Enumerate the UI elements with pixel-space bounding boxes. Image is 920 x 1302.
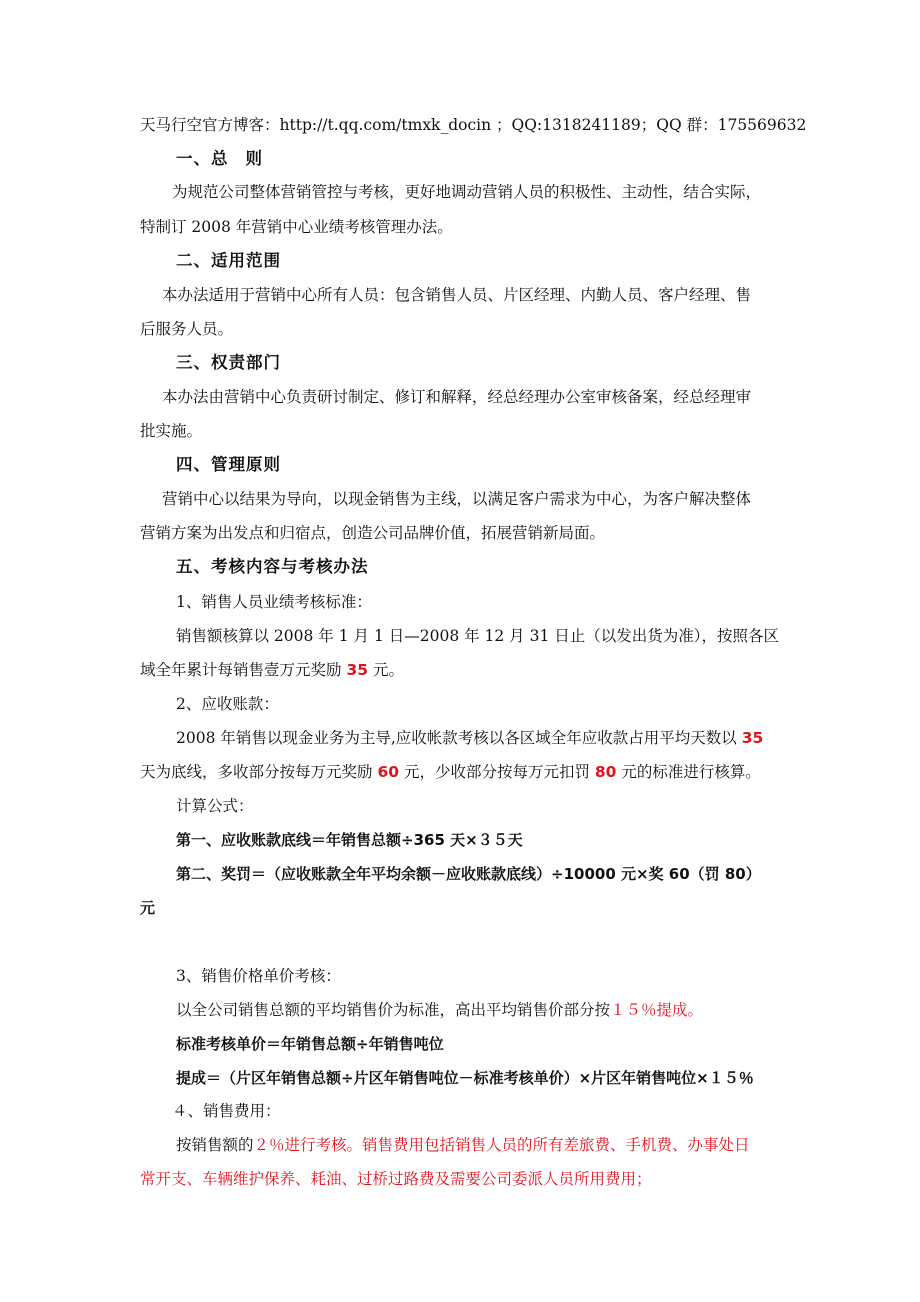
item-4-line-1	[176, 1135, 750, 1155]
item-1-line-1: 销售额核算以 2008 年 1 月 1 日—2008 年 12 月 31 日止（以发出货为准），按照各区	[176, 627, 780, 645]
item-1-line-2	[140, 660, 404, 680]
section-4-paragraph-line-1: 营销中心以结果为导向，以现金销售为主线，以满足客户需求为中心，为客户解决整体	[162, 490, 752, 508]
item-2-penalty-amount: 80	[594, 763, 617, 781]
formula-2-line-1: 第二、奖罚＝（应收账款全年平均余额－应收账款底线）÷10000 元×奖 60（罚 80）	[176, 865, 761, 883]
section-5-heading: 五、考核内容与考核办法	[176, 557, 369, 576]
section-3-paragraph-line-1: 本办法由营销中心负责研讨制定、修订和解释，经总经理办公室审核备案，经总经理审	[162, 388, 752, 406]
section-3-heading: 三、权责部门	[176, 353, 281, 372]
section-4-paragraph-line-2: 营销方案为出发点和归宿点，创造公司品牌价值，拓展营销新局面。	[140, 524, 606, 542]
section-1-heading-number: 一、	[176, 149, 211, 168]
item-3-commission-rate: １５％提成。	[610, 1001, 704, 1019]
formula-label: 计算公式：	[176, 797, 254, 815]
section-1-heading-word-b: 则	[245, 149, 263, 168]
item-2-reward-amount: 60	[377, 763, 400, 781]
item-3-line-1-text: 以全公司销售总额的平均销售价为标准，高出平均销售价部分按	[176, 1001, 611, 1019]
section-2-heading: 二、适用范围	[176, 251, 281, 270]
item-4-line-1-text: 按销售额的	[176, 1136, 254, 1154]
blog-header-line: 天马行空官方博客：http://t.qq.com/tmxk_docin ；QQ:1318241189；QQ 群：175569632	[140, 116, 807, 134]
item-2-line-1	[176, 728, 763, 748]
section-2-paragraph-line-1: 本办法适用于营销中心所有人员：包含销售人员、片区经理、内勤人员、客户经理、售	[162, 286, 752, 304]
item-2-days-baseline: 35	[741, 729, 764, 747]
item-2-line-2-text-a: 天为底线，多收部分按每万元奖励	[140, 763, 378, 781]
formula-1: 第一、应收账款底线＝年销售总额÷365 天×３５天	[176, 831, 523, 849]
item-3-formula-2: 提成＝（片区年销售总额÷片区年销售吨位－标准考核单价）×片区年销售吨位×１５％	[176, 1069, 754, 1087]
formula-2-line-2: 元	[140, 899, 156, 917]
item-2-line-1-text: 2008 年销售以现金业务为主导,应收帐款考核以各区域全年应收款占用平均天数以	[176, 729, 742, 747]
section-2-paragraph-line-2: 后服务人员。	[140, 320, 234, 338]
item-2-line-2-text-c: 元的标准进行核算。	[616, 763, 761, 781]
section-1-heading	[176, 149, 263, 169]
item-1-title: 1、销售人员业绩考核标准：	[176, 593, 372, 611]
item-4-title: ４、销售费用：	[172, 1102, 281, 1120]
item-3-formula-1: 标准考核单价＝年销售总额÷年销售吨位	[176, 1035, 444, 1053]
item-2-title: 2、应收账款：	[176, 695, 279, 713]
item-1-line-2-text-a: 域全年累计每销售壹万元奖励	[140, 661, 347, 679]
item-2-line-2-text-b: 元，少收部分按每万元扣罚	[399, 763, 595, 781]
item-3-line-1	[176, 1000, 703, 1020]
item-1-line-2-text-b: 元。	[368, 661, 404, 679]
section-1-paragraph-line-1: 为规范公司整体营销管控与考核，更好地调动营销人员的积极性、主动性，结合实际，	[172, 183, 762, 201]
section-3-paragraph-line-2: 批实施。	[140, 422, 203, 440]
section-4-heading: 四、管理原则	[176, 455, 281, 474]
item-4-line-2: 常开支、车辆维护保养、耗油、过桥过路费及需要公司委派人员所用费用；	[140, 1170, 652, 1188]
item-4-line-1-red-text: ２％进行考核。销售费用包括销售人员的所有差旅费、手机费、办事处日	[253, 1136, 750, 1154]
item-3-title: 3、销售价格单价考核：	[176, 967, 341, 985]
item-2-line-2	[140, 762, 761, 782]
section-1-paragraph-line-2: 特制订 2008 年营销中心业绩考核管理办法。	[140, 218, 453, 236]
section-1-heading-word-a: 总	[211, 149, 236, 168]
item-1-reward-amount: 35	[346, 661, 369, 679]
